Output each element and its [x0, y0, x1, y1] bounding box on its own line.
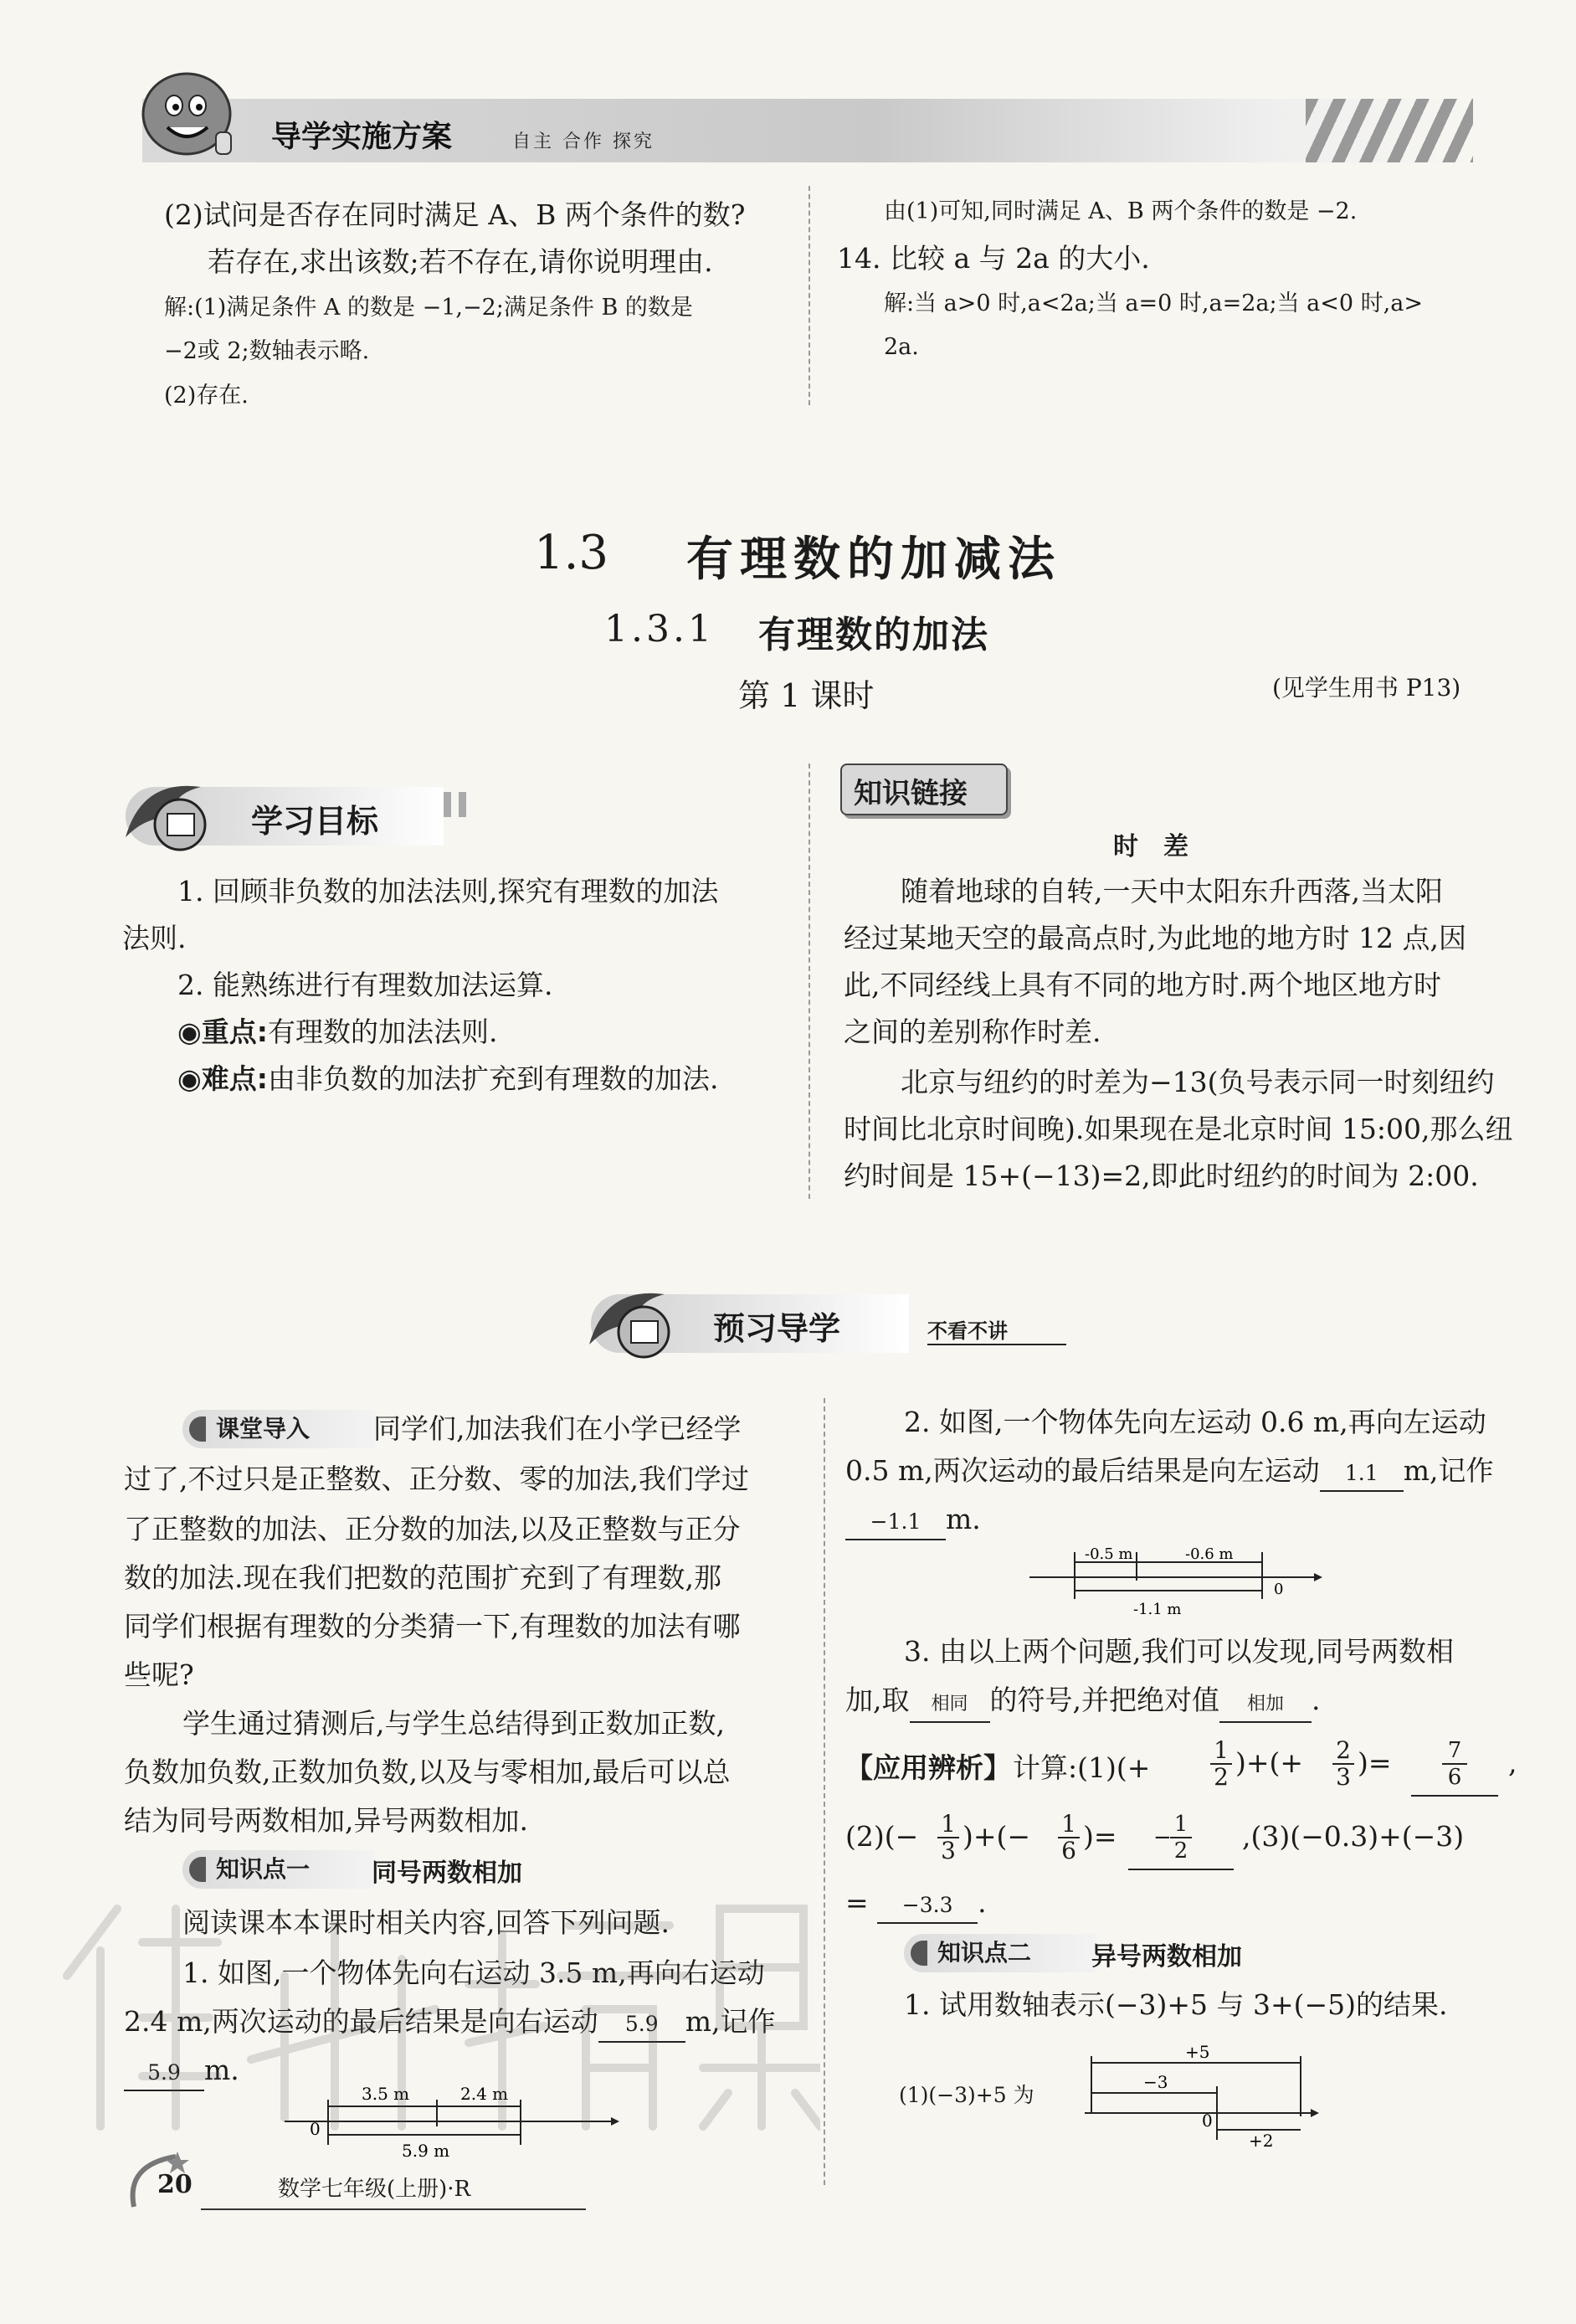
q3r-b2: 的符号,并把绝对值 — [989, 1684, 1219, 1716]
link-heading: 时 差 — [1113, 832, 1188, 861]
frac-2 — [1332, 1738, 1354, 1790]
q14: 14. 比较 a 与 2a 的大小. — [837, 242, 1150, 275]
fig2-total: -1.1 m — [1133, 1601, 1182, 1618]
section-number: 1.3 — [534, 526, 609, 580]
apply-eq1: )= — [1358, 1746, 1392, 1779]
apply-eq3: = — [845, 1886, 869, 1919]
frac-4-den: 6 — [1061, 1837, 1076, 1864]
q2r-answer-1: 1.1 — [1320, 1457, 1404, 1492]
kp1-q1a: 1. 如图,一个物体先向右运动 3.5 m,再向右运动 — [182, 1956, 765, 1989]
q2r-b-pre: 0.5 m,两次运动的最后结果是向左运动 — [845, 1454, 1320, 1487]
q3r-a: 3. 由以上两个问题,我们可以发现,同号两数相 — [904, 1635, 1454, 1668]
result-3: −3.3 — [877, 1889, 978, 1924]
apply-line-3 — [845, 1879, 987, 1927]
result-1-den: 6 — [1447, 1765, 1462, 1790]
intro-line-2: 了正整数的加法、正分数的加法,以及正整数与正分 — [124, 1513, 741, 1545]
sol1-line2: −2或 2;数轴表示略. — [164, 338, 370, 364]
fig3-plus5: +5 — [1185, 2042, 1210, 2062]
goal-hard — [177, 1055, 719, 1103]
figure-right-motion — [285, 2076, 619, 2160]
apply-comma: , — [1508, 1746, 1517, 1779]
link-p2-1: 时间比北京时间晚).如果现在是北京时间 15:00,那么纽 — [844, 1113, 1513, 1145]
key-label: ◉重点: — [177, 1015, 268, 1048]
q2r-unit: m. — [946, 1503, 981, 1535]
column-divider-mid — [809, 764, 810, 1199]
column-divider-top — [809, 186, 810, 405]
fig2-zero: 0 — [1274, 1581, 1284, 1598]
q2r-a: 2. 如图,一个物体先向左运动 0.6 m,再向左运动 — [904, 1406, 1486, 1438]
q14-sol2: 2a. — [884, 334, 919, 360]
page-reference: (见学生用书 P13) — [1272, 674, 1461, 702]
apply-p2a: (2)(− — [845, 1820, 919, 1853]
intro-line-5: 些呢? — [124, 1658, 194, 1691]
kp1-q1b — [124, 1998, 776, 2046]
goal-2: 2. 能熟练进行有理数加法运算. — [177, 969, 553, 1001]
q3r-b1: 加,取 — [845, 1684, 910, 1716]
fig3-plus2: +2 — [1249, 2131, 1274, 2148]
mascot-icon — [132, 65, 241, 166]
hard-text: 由非负数的加法扩充到有理数的加法. — [268, 1062, 719, 1095]
key-text: 有理数的加法法则. — [268, 1015, 498, 1048]
frac-3-den: 3 — [941, 1837, 956, 1864]
q2-line2: 若存在,求出该数;若不存在,请你说明理由. — [208, 245, 713, 278]
intro-line-3: 数的加法.现在我们把数的范围扩充到了有理数,那 — [124, 1561, 721, 1594]
sol1-line1: 解:(1)满足条件 A 的数是 −1,−2;满足条件 B 的数是 — [164, 295, 693, 321]
frac-1-den: 2 — [1214, 1763, 1229, 1791]
footer-rule — [201, 2208, 586, 2210]
q2r-b-post: m,记作 — [1403, 1454, 1494, 1487]
link-p2-2: 约时间是 15+(−13)=2,即此时纽约的时间为 2:00. — [844, 1159, 1479, 1192]
footer-book: 数学七年级(上册)·R — [278, 2177, 471, 2202]
subsection-number: 1.3.1 — [604, 608, 715, 650]
kp2-fig-label: (1)(−3)+5 为 — [899, 2083, 1034, 2107]
fig1-seg-b: 2.4 m — [460, 2084, 509, 2104]
kp1-unit: m. — [204, 2054, 239, 2086]
apply-p3: ,(3)(−0.3)+(−3) — [1242, 1820, 1465, 1853]
lesson-label: 第 1 课时 — [738, 677, 875, 714]
intro-line-4: 同学们根据有理数的分类猜一下,有理数的加法有哪 — [124, 1610, 741, 1643]
kp1-answer-1: 5.9 — [598, 2008, 685, 2043]
header-stripes — [1306, 99, 1473, 162]
kp1-q1c — [124, 2046, 239, 2095]
flame-icon-2 — [581, 1278, 681, 1370]
header-title: 导学实施方案 — [271, 120, 453, 154]
kp1-q1b-post: m,记作 — [685, 2005, 776, 2038]
frac-3-num: 1 — [937, 1812, 959, 1838]
apply-mid1: )+(+ — [1235, 1746, 1304, 1779]
preview-note: 不看不讲 — [927, 1314, 1066, 1345]
fig2-seg-a: -0.5 m — [1085, 1545, 1133, 1563]
page-number: 20 — [157, 2170, 193, 2199]
goal-1b: 法则. — [122, 922, 187, 954]
frac-1 — [1210, 1738, 1232, 1790]
q2r-c — [845, 1495, 981, 1544]
goal-1a: 1. 回顾非负数的加法法则,探究有理数的加法 — [177, 875, 719, 907]
knowledge-link-label: 知识链接 — [854, 777, 968, 810]
kp1-answer-2: 5.9 — [124, 2056, 204, 2091]
header-subtitle: 自主 合作 探究 — [512, 131, 655, 152]
preview-title: 预习导学 — [713, 1310, 841, 1347]
apply-label: 【应用辨析】 — [845, 1751, 1011, 1784]
intro-p2-2: 结为同号两数相加,异号两数相加. — [124, 1804, 528, 1837]
q3r-answer-1: 相同 — [910, 1688, 990, 1723]
figure-left-motion — [1029, 1544, 1322, 1619]
kp1-read: 阅读课本本课时相关内容,回答下列问题. — [182, 1906, 670, 1939]
apply-p2c: )= — [1083, 1820, 1117, 1853]
figure-number-line-kp2 — [1085, 2039, 1319, 2148]
q3r-b3: . — [1312, 1684, 1321, 1716]
kp2-title: 异号两数相加 — [1091, 1942, 1242, 1972]
kp1-title: 同号两数相加 — [372, 1859, 522, 1888]
column-divider-bottom — [824, 1398, 825, 2185]
section-title: 有理数的加减法 — [686, 532, 1061, 587]
frac-2-den: 3 — [1336, 1763, 1351, 1791]
result-2 — [1128, 1812, 1234, 1870]
q3r-answer-2: 相加 — [1219, 1688, 1312, 1723]
goals-title: 学习目标 — [251, 803, 379, 840]
q2r-b — [845, 1447, 1494, 1495]
goals-banner-checker — [444, 792, 474, 817]
kp2-tag: 知识点二 — [904, 1934, 1096, 1972]
frac-3 — [937, 1812, 959, 1864]
fig2-seg-b: -0.6 m — [1185, 1545, 1234, 1563]
frac-4 — [1058, 1812, 1080, 1864]
kp2-q1: 1. 试用数轴表示(−3)+5 与 3+(−5)的结果. — [904, 1988, 1448, 2021]
kp1-q1b-pre: 2.4 m,两次运动的最后结果是向右运动 — [124, 2005, 598, 2038]
hard-label: ◉难点: — [177, 1062, 268, 1095]
intro-p2-1: 负数加负数,正数加负数,以及与零相加,最后可以总 — [124, 1756, 731, 1788]
intro-tag: 课堂导入 — [182, 1410, 375, 1448]
intro-line-0: 同学们,加法我们在小学已经学 — [373, 1412, 742, 1445]
apply-p2b: )+(− — [963, 1820, 1031, 1853]
frac-4-num: 1 — [1058, 1812, 1080, 1838]
result-2-num: 1 — [1170, 1812, 1192, 1838]
link-p1-3: 之间的差别称作时差. — [844, 1015, 1101, 1048]
intro-p2-0: 学生通过猜测后,与学生总结得到正数加正数, — [182, 1707, 725, 1740]
intro-line-1: 过了,不过只是正整数、正分数、零的加法,我们学过 — [124, 1463, 749, 1495]
frac-2-num: 2 — [1332, 1738, 1354, 1765]
apply-end: . — [978, 1886, 987, 1919]
result-2-den: 2 — [1173, 1838, 1188, 1864]
result-1-num: 7 — [1442, 1738, 1467, 1765]
subsection-title: 有理数的加法 — [758, 614, 989, 656]
q2-line1: (2)试问是否存在同时满足 A、B 两个条件的数? — [164, 198, 746, 231]
fig3-zero: 0 — [1202, 2111, 1213, 2131]
fig1-zero: 0 — [310, 2119, 321, 2139]
result-2-sign: − — [1153, 1825, 1172, 1850]
sol2-line: (2)存在. — [164, 383, 249, 409]
kp1-tag: 知识点一 — [182, 1850, 375, 1889]
link-p1-1: 经过某地天空的最高点时,为此地的地方时 12 点,因 — [844, 922, 1466, 954]
q14-sol: 解:当 a>0 时,a<2a;当 a=0 时,a=2a;当 a<0 时,a> — [884, 290, 1423, 316]
link-p1-0: 随着地球的自转,一天中太阳东升西落,当太阳 — [901, 875, 1443, 907]
apply-line-2 — [845, 1812, 1515, 1870]
knowledge-link-badge — [840, 764, 1008, 815]
frac-1-num: 1 — [1210, 1738, 1232, 1765]
flame-icon — [117, 770, 218, 862]
q2r-answer-2: −1.1 — [845, 1505, 946, 1540]
goal-key — [177, 1008, 498, 1057]
q3r-b — [845, 1676, 1321, 1725]
link-p1-2: 此,不同经线上具有不同的地方时.两个地区地方时 — [844, 969, 1441, 1001]
link-p2-0: 北京与纽约的时差为−13(负号表示同一时刻纽约 — [901, 1066, 1495, 1098]
fig3-minus3: −3 — [1143, 2072, 1168, 2092]
tr-line1: 由(1)可知,同时满足 A、B 两个条件的数是 −2. — [884, 198, 1358, 224]
apply-calc: 计算:(1)(+ — [1013, 1751, 1151, 1784]
result-1 — [1411, 1738, 1498, 1797]
fig1-total: 5.9 m — [402, 2141, 450, 2160]
fig1-seg-a: 3.5 m — [362, 2084, 410, 2104]
